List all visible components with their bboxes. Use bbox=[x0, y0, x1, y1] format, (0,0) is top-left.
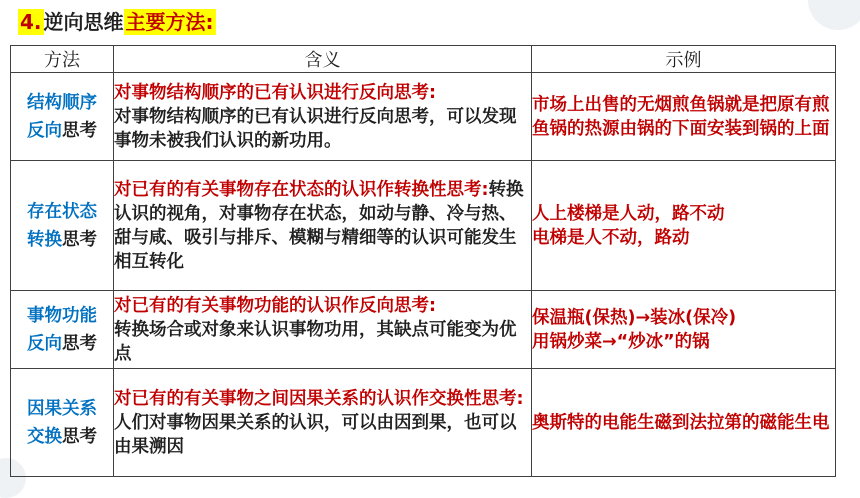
method-name-suffix: 思考 bbox=[62, 333, 97, 354]
methods-table bbox=[10, 45, 836, 477]
meaning-heading: 对已有的有关事物存在状态的认识作转换性思考: bbox=[114, 179, 489, 200]
table-row bbox=[11, 291, 836, 369]
table-row bbox=[11, 161, 836, 291]
meaning-body: 转换认识的视角，对事物存在状态，如动与静、冷与热、甜与咸、吸引与排斥、模糊与精细等的认识可能发生相互转化 bbox=[114, 179, 524, 272]
header-method: 方法 bbox=[11, 46, 114, 73]
method-name-emphasis: 反向 bbox=[27, 120, 62, 141]
title-highlight: 主要方法: bbox=[125, 10, 214, 34]
method-name-emphasis: 交换 bbox=[27, 426, 62, 447]
method-name-cell bbox=[11, 369, 114, 477]
example-line: 市场上出售的无烟煎鱼锅就是把原有煎鱼锅的热源由锅的下面安装到锅的上面 bbox=[532, 94, 830, 139]
meaning-cell bbox=[114, 161, 532, 291]
method-name-emphasis: 转换 bbox=[27, 229, 62, 250]
method-name-line1: 事物功能 bbox=[27, 305, 97, 326]
method-name-cell bbox=[11, 161, 114, 291]
corner-decoration-top-right bbox=[808, 0, 860, 30]
title-number: 4. bbox=[20, 10, 42, 34]
example-line: 用锅炒菜→“炒冰”的锅 bbox=[532, 331, 710, 352]
meaning-heading: 对已有的有关事物之间因果关系的认识作交换性思考: bbox=[114, 388, 524, 409]
meaning-heading: 对事物结构顺序的已有认识进行反向思考: bbox=[114, 82, 436, 103]
example-line: 奥斯特的电能生磁到法拉第的磁能生电 bbox=[532, 412, 830, 433]
table-header-row bbox=[11, 46, 836, 73]
example-line: 保温瓶(保热)→装冰(保冷) bbox=[532, 307, 737, 328]
title-text: 逆向思维 bbox=[43, 10, 124, 34]
meaning-body: 对事物结构顺序的已有认识进行反向思考，可以发现事物未被我们认识的新功用。 bbox=[114, 106, 517, 151]
method-name-suffix: 思考 bbox=[62, 120, 97, 141]
method-name-suffix: 思考 bbox=[62, 229, 97, 250]
method-name-suffix: 思考 bbox=[62, 426, 97, 447]
example-line: 电梯是人不动，路动 bbox=[532, 227, 690, 248]
table-row bbox=[11, 73, 836, 161]
meaning-heading: 对已有的有关事物功能的认识作反向思考: bbox=[114, 295, 436, 316]
header-meaning: 含义 bbox=[114, 46, 532, 73]
example-cell bbox=[532, 161, 836, 291]
method-name-cell bbox=[11, 73, 114, 161]
slide-title bbox=[18, 9, 216, 35]
table-row bbox=[11, 369, 836, 477]
meaning-body: 人们对事物因果关系的认识，可以由因到果，也可以由果溯因 bbox=[114, 412, 517, 457]
method-name-line1: 结构顺序 bbox=[27, 92, 97, 113]
meaning-cell bbox=[114, 291, 532, 369]
method-name-line1: 因果关系 bbox=[27, 398, 97, 419]
meaning-cell bbox=[114, 73, 532, 161]
method-name-line1: 存在状态 bbox=[27, 201, 97, 222]
meaning-cell bbox=[114, 369, 532, 477]
method-name-emphasis: 反向 bbox=[27, 333, 62, 354]
example-cell bbox=[532, 73, 836, 161]
header-example: 示例 bbox=[532, 46, 836, 73]
example-cell bbox=[532, 291, 836, 369]
meaning-body: 转换场合或对象来认识事物功用，其缺点可能变为优点 bbox=[114, 319, 517, 364]
method-name-cell bbox=[11, 291, 114, 369]
example-cell bbox=[532, 369, 836, 477]
example-line: 人上楼梯是人动，路不动 bbox=[532, 203, 725, 224]
